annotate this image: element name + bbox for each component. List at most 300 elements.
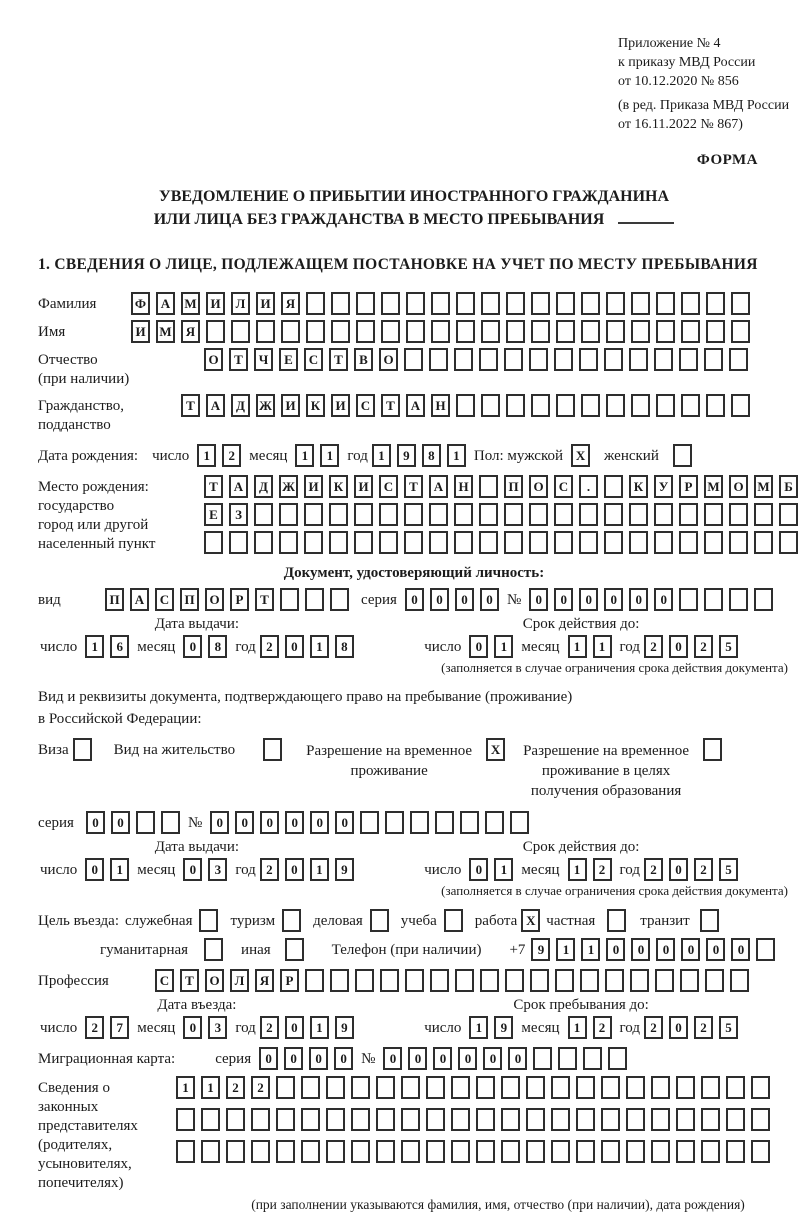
char-cell[interactable] <box>479 531 498 554</box>
char-cell[interactable] <box>454 348 473 371</box>
char-cell[interactable] <box>529 531 548 554</box>
char-cell[interactable]: 0 <box>259 1047 278 1070</box>
char-cell[interactable]: 1 <box>581 938 600 961</box>
char-cell[interactable]: 0 <box>383 1047 402 1070</box>
char-cell[interactable]: 1 <box>447 444 466 467</box>
temp-residence-checkbox[interactable]: X <box>486 738 505 761</box>
char-cell[interactable] <box>301 1108 320 1131</box>
residence-permit-checkbox[interactable] <box>263 738 282 761</box>
char-cell[interactable]: С <box>304 348 323 371</box>
char-cell[interactable]: 1 <box>110 858 129 881</box>
char-cell[interactable] <box>558 1047 577 1070</box>
purpose-transit-checkbox[interactable] <box>700 909 719 932</box>
char-cell[interactable] <box>504 348 523 371</box>
char-cell[interactable]: И <box>354 475 373 498</box>
char-cell[interactable] <box>326 1108 345 1131</box>
char-cell[interactable]: А <box>156 292 175 315</box>
char-cell[interactable]: 1 <box>494 858 513 881</box>
char-cell[interactable] <box>355 969 374 992</box>
char-cell[interactable] <box>533 1047 552 1070</box>
char-cell[interactable] <box>679 503 698 526</box>
char-cell[interactable]: 1 <box>568 635 587 658</box>
char-cell[interactable] <box>306 320 325 343</box>
char-cell[interactable] <box>679 348 698 371</box>
char-cell[interactable] <box>401 1140 420 1163</box>
char-cell[interactable]: 1 <box>197 444 216 467</box>
char-cell[interactable] <box>331 320 350 343</box>
char-cell[interactable] <box>556 320 575 343</box>
char-cell[interactable]: 2 <box>85 1016 104 1039</box>
char-cell[interactable] <box>304 503 323 526</box>
char-cell[interactable] <box>410 811 429 834</box>
char-cell[interactable]: 0 <box>260 811 279 834</box>
char-cell[interactable] <box>280 588 299 611</box>
sex-male-checkbox[interactable]: X <box>571 444 590 467</box>
char-cell[interactable]: 0 <box>731 938 750 961</box>
char-cell[interactable]: 0 <box>669 858 688 881</box>
char-cell[interactable] <box>229 531 248 554</box>
char-cell[interactable] <box>456 394 475 417</box>
char-cell[interactable]: 0 <box>469 858 488 881</box>
char-cell[interactable]: 0 <box>285 811 304 834</box>
char-cell[interactable]: 6 <box>110 635 129 658</box>
char-cell[interactable]: Р <box>230 588 249 611</box>
char-cell[interactable] <box>601 1140 620 1163</box>
char-cell[interactable] <box>731 320 750 343</box>
char-cell[interactable] <box>604 475 623 498</box>
char-cell[interactable] <box>729 588 748 611</box>
char-cell[interactable] <box>510 811 529 834</box>
char-cell[interactable] <box>580 969 599 992</box>
char-cell[interactable] <box>381 320 400 343</box>
char-cell[interactable] <box>554 348 573 371</box>
char-cell[interactable] <box>579 503 598 526</box>
char-cell[interactable] <box>656 320 675 343</box>
char-cell[interactable] <box>379 503 398 526</box>
char-cell[interactable] <box>576 1108 595 1131</box>
char-cell[interactable]: 1 <box>310 858 329 881</box>
purpose-tourism-checkbox[interactable] <box>282 909 301 932</box>
char-cell[interactable] <box>506 320 525 343</box>
char-cell[interactable]: И <box>331 394 350 417</box>
char-cell[interactable] <box>656 394 675 417</box>
char-cell[interactable]: 0 <box>210 811 229 834</box>
char-cell[interactable]: Я <box>255 969 274 992</box>
char-cell[interactable] <box>456 320 475 343</box>
char-cell[interactable] <box>330 969 349 992</box>
char-cell[interactable] <box>429 503 448 526</box>
char-cell[interactable]: 2 <box>593 1016 612 1039</box>
char-cell[interactable] <box>676 1108 695 1131</box>
char-cell[interactable] <box>676 1076 695 1099</box>
char-cell[interactable] <box>430 969 449 992</box>
char-cell[interactable]: Ф <box>131 292 150 315</box>
char-cell[interactable] <box>435 811 454 834</box>
char-cell[interactable]: 3 <box>208 1016 227 1039</box>
char-cell[interactable] <box>754 531 773 554</box>
char-cell[interactable]: . <box>579 475 598 498</box>
char-cell[interactable]: 0 <box>183 858 202 881</box>
char-cell[interactable] <box>276 1076 295 1099</box>
char-cell[interactable] <box>581 320 600 343</box>
char-cell[interactable] <box>506 292 525 315</box>
char-cell[interactable] <box>654 348 673 371</box>
char-cell[interactable] <box>404 348 423 371</box>
char-cell[interactable]: М <box>704 475 723 498</box>
char-cell[interactable]: 0 <box>480 588 499 611</box>
char-cell[interactable]: О <box>529 475 548 498</box>
char-cell[interactable]: А <box>130 588 149 611</box>
char-cell[interactable] <box>526 1076 545 1099</box>
char-cell[interactable] <box>751 1108 770 1131</box>
char-cell[interactable] <box>431 292 450 315</box>
char-cell[interactable] <box>226 1108 245 1131</box>
char-cell[interactable] <box>629 348 648 371</box>
char-cell[interactable] <box>706 394 725 417</box>
char-cell[interactable]: 9 <box>397 444 416 467</box>
char-cell[interactable]: 0 <box>284 1047 303 1070</box>
char-cell[interactable] <box>679 588 698 611</box>
char-cell[interactable]: 2 <box>222 444 241 467</box>
char-cell[interactable] <box>451 1076 470 1099</box>
char-cell[interactable] <box>426 1140 445 1163</box>
char-cell[interactable] <box>554 531 573 554</box>
char-cell[interactable]: 1 <box>494 635 513 658</box>
char-cell[interactable] <box>631 394 650 417</box>
char-cell[interactable] <box>479 348 498 371</box>
char-cell[interactable] <box>376 1108 395 1131</box>
char-cell[interactable] <box>606 292 625 315</box>
char-cell[interactable] <box>354 503 373 526</box>
char-cell[interactable] <box>551 1076 570 1099</box>
char-cell[interactable]: 0 <box>631 938 650 961</box>
char-cell[interactable] <box>451 1108 470 1131</box>
char-cell[interactable]: 0 <box>183 1016 202 1039</box>
char-cell[interactable]: 0 <box>111 811 130 834</box>
char-cell[interactable] <box>304 531 323 554</box>
char-cell[interactable]: С <box>379 475 398 498</box>
char-cell[interactable] <box>756 938 775 961</box>
char-cell[interactable] <box>704 588 723 611</box>
char-cell[interactable] <box>681 394 700 417</box>
char-cell[interactable]: 0 <box>458 1047 477 1070</box>
char-cell[interactable]: 0 <box>405 588 424 611</box>
char-cell[interactable]: 2 <box>226 1076 245 1099</box>
char-cell[interactable] <box>161 811 180 834</box>
char-cell[interactable] <box>429 531 448 554</box>
char-cell[interactable]: С <box>356 394 375 417</box>
char-cell[interactable]: А <box>229 475 248 498</box>
char-cell[interactable] <box>729 348 748 371</box>
char-cell[interactable] <box>631 320 650 343</box>
char-cell[interactable]: 5 <box>719 635 738 658</box>
char-cell[interactable]: 0 <box>669 1016 688 1039</box>
char-cell[interactable]: 8 <box>335 635 354 658</box>
char-cell[interactable]: 1 <box>201 1076 220 1099</box>
char-cell[interactable] <box>404 503 423 526</box>
char-cell[interactable] <box>754 503 773 526</box>
char-cell[interactable] <box>254 503 273 526</box>
char-cell[interactable] <box>431 320 450 343</box>
char-cell[interactable] <box>504 503 523 526</box>
char-cell[interactable]: Р <box>280 969 299 992</box>
char-cell[interactable] <box>576 1140 595 1163</box>
purpose-other-checkbox[interactable] <box>285 938 304 961</box>
char-cell[interactable] <box>306 292 325 315</box>
char-cell[interactable]: 0 <box>469 635 488 658</box>
char-cell[interactable] <box>279 503 298 526</box>
char-cell[interactable]: 2 <box>694 635 713 658</box>
char-cell[interactable] <box>651 1140 670 1163</box>
char-cell[interactable] <box>176 1140 195 1163</box>
char-cell[interactable]: 3 <box>208 858 227 881</box>
char-cell[interactable] <box>404 531 423 554</box>
char-cell[interactable] <box>551 1140 570 1163</box>
char-cell[interactable]: 1 <box>85 635 104 658</box>
char-cell[interactable] <box>701 1140 720 1163</box>
char-cell[interactable]: 2 <box>694 1016 713 1039</box>
char-cell[interactable]: Е <box>279 348 298 371</box>
char-cell[interactable]: 0 <box>629 588 648 611</box>
char-cell[interactable]: М <box>156 320 175 343</box>
char-cell[interactable] <box>751 1140 770 1163</box>
char-cell[interactable]: Т <box>181 394 200 417</box>
char-cell[interactable]: Е <box>204 503 223 526</box>
char-cell[interactable] <box>779 531 798 554</box>
char-cell[interactable] <box>626 1140 645 1163</box>
char-cell[interactable]: 0 <box>285 1016 304 1039</box>
char-cell[interactable] <box>581 292 600 315</box>
char-cell[interactable]: 1 <box>176 1076 195 1099</box>
char-cell[interactable]: О <box>379 348 398 371</box>
char-cell[interactable] <box>626 1076 645 1099</box>
char-cell[interactable]: 0 <box>433 1047 452 1070</box>
char-cell[interactable] <box>751 1076 770 1099</box>
purpose-study-checkbox[interactable] <box>444 909 463 932</box>
char-cell[interactable]: И <box>256 292 275 315</box>
char-cell[interactable]: 2 <box>694 858 713 881</box>
char-cell[interactable] <box>630 969 649 992</box>
char-cell[interactable]: 0 <box>529 588 548 611</box>
char-cell[interactable] <box>531 394 550 417</box>
char-cell[interactable] <box>654 503 673 526</box>
char-cell[interactable] <box>231 320 250 343</box>
char-cell[interactable]: Ч <box>254 348 273 371</box>
char-cell[interactable]: К <box>629 475 648 498</box>
char-cell[interactable]: 9 <box>335 1016 354 1039</box>
char-cell[interactable]: Н <box>454 475 473 498</box>
purpose-official-checkbox[interactable] <box>199 909 218 932</box>
char-cell[interactable] <box>701 1108 720 1131</box>
blank-underline[interactable] <box>618 210 674 224</box>
char-cell[interactable] <box>629 503 648 526</box>
char-cell[interactable] <box>704 531 723 554</box>
purpose-work-checkbox[interactable]: X <box>521 909 540 932</box>
char-cell[interactable] <box>504 531 523 554</box>
char-cell[interactable] <box>401 1108 420 1131</box>
char-cell[interactable] <box>531 292 550 315</box>
char-cell[interactable] <box>330 588 349 611</box>
char-cell[interactable] <box>655 969 674 992</box>
char-cell[interactable]: 1 <box>568 1016 587 1039</box>
char-cell[interactable]: О <box>205 969 224 992</box>
char-cell[interactable]: 1 <box>310 1016 329 1039</box>
char-cell[interactable]: 0 <box>669 635 688 658</box>
char-cell[interactable] <box>201 1108 220 1131</box>
char-cell[interactable] <box>451 1140 470 1163</box>
char-cell[interactable]: 0 <box>706 938 725 961</box>
char-cell[interactable]: 7 <box>110 1016 129 1039</box>
char-cell[interactable] <box>279 531 298 554</box>
char-cell[interactable]: К <box>306 394 325 417</box>
char-cell[interactable] <box>351 1108 370 1131</box>
char-cell[interactable]: У <box>654 475 673 498</box>
char-cell[interactable] <box>381 292 400 315</box>
char-cell[interactable] <box>376 1076 395 1099</box>
char-cell[interactable] <box>301 1140 320 1163</box>
char-cell[interactable]: 2 <box>644 858 663 881</box>
char-cell[interactable]: Т <box>255 588 274 611</box>
char-cell[interactable] <box>329 531 348 554</box>
char-cell[interactable] <box>276 1108 295 1131</box>
char-cell[interactable] <box>456 292 475 315</box>
char-cell[interactable]: 2 <box>260 635 279 658</box>
char-cell[interactable] <box>681 292 700 315</box>
char-cell[interactable] <box>476 1076 495 1099</box>
char-cell[interactable]: П <box>504 475 523 498</box>
char-cell[interactable]: 1 <box>568 858 587 881</box>
char-cell[interactable] <box>481 292 500 315</box>
char-cell[interactable]: 0 <box>579 588 598 611</box>
edu-residence-checkbox[interactable] <box>703 738 722 761</box>
char-cell[interactable]: 0 <box>235 811 254 834</box>
char-cell[interactable] <box>251 1108 270 1131</box>
char-cell[interactable] <box>729 503 748 526</box>
char-cell[interactable] <box>281 320 300 343</box>
char-cell[interactable]: А <box>406 394 425 417</box>
char-cell[interactable] <box>406 292 425 315</box>
char-cell[interactable]: 5 <box>719 1016 738 1039</box>
char-cell[interactable] <box>481 394 500 417</box>
char-cell[interactable] <box>331 292 350 315</box>
char-cell[interactable]: О <box>205 588 224 611</box>
char-cell[interactable] <box>551 1108 570 1131</box>
char-cell[interactable] <box>656 292 675 315</box>
char-cell[interactable]: Л <box>230 969 249 992</box>
char-cell[interactable] <box>604 348 623 371</box>
char-cell[interactable] <box>629 531 648 554</box>
char-cell[interactable] <box>426 1076 445 1099</box>
char-cell[interactable] <box>480 969 499 992</box>
char-cell[interactable] <box>676 1140 695 1163</box>
char-cell[interactable] <box>455 969 474 992</box>
char-cell[interactable] <box>405 969 424 992</box>
char-cell[interactable]: 0 <box>85 858 104 881</box>
char-cell[interactable]: 5 <box>719 858 738 881</box>
char-cell[interactable]: 0 <box>183 635 202 658</box>
char-cell[interactable]: С <box>155 969 174 992</box>
char-cell[interactable]: 0 <box>455 588 474 611</box>
char-cell[interactable]: 0 <box>654 588 673 611</box>
char-cell[interactable] <box>583 1047 602 1070</box>
char-cell[interactable] <box>254 531 273 554</box>
char-cell[interactable] <box>406 320 425 343</box>
char-cell[interactable] <box>379 531 398 554</box>
char-cell[interactable]: А <box>206 394 225 417</box>
char-cell[interactable]: А <box>429 475 448 498</box>
char-cell[interactable]: 0 <box>430 588 449 611</box>
char-cell[interactable]: Р <box>679 475 698 498</box>
purpose-business-checkbox[interactable] <box>370 909 389 932</box>
char-cell[interactable] <box>779 503 798 526</box>
char-cell[interactable] <box>679 531 698 554</box>
char-cell[interactable]: 0 <box>606 938 625 961</box>
char-cell[interactable] <box>505 969 524 992</box>
char-cell[interactable]: 0 <box>408 1047 427 1070</box>
char-cell[interactable] <box>601 1108 620 1131</box>
char-cell[interactable] <box>579 348 598 371</box>
char-cell[interactable]: Я <box>181 320 200 343</box>
char-cell[interactable] <box>531 320 550 343</box>
char-cell[interactable]: Т <box>229 348 248 371</box>
char-cell[interactable] <box>476 1140 495 1163</box>
char-cell[interactable] <box>204 531 223 554</box>
char-cell[interactable]: 0 <box>86 811 105 834</box>
char-cell[interactable] <box>626 1108 645 1131</box>
char-cell[interactable]: 9 <box>531 938 550 961</box>
char-cell[interactable]: М <box>181 292 200 315</box>
char-cell[interactable] <box>360 811 379 834</box>
char-cell[interactable] <box>581 394 600 417</box>
char-cell[interactable] <box>356 292 375 315</box>
char-cell[interactable] <box>526 1140 545 1163</box>
char-cell[interactable] <box>356 320 375 343</box>
char-cell[interactable]: Т <box>204 475 223 498</box>
char-cell[interactable]: И <box>131 320 150 343</box>
char-cell[interactable] <box>726 1140 745 1163</box>
char-cell[interactable] <box>704 348 723 371</box>
char-cell[interactable]: И <box>206 292 225 315</box>
char-cell[interactable] <box>705 969 724 992</box>
char-cell[interactable]: Н <box>431 394 450 417</box>
char-cell[interactable] <box>731 394 750 417</box>
char-cell[interactable]: 1 <box>556 938 575 961</box>
char-cell[interactable] <box>606 320 625 343</box>
char-cell[interactable]: И <box>281 394 300 417</box>
char-cell[interactable]: С <box>554 475 573 498</box>
char-cell[interactable] <box>556 394 575 417</box>
char-cell[interactable] <box>429 348 448 371</box>
purpose-humanitarian-checkbox[interactable] <box>204 938 223 961</box>
char-cell[interactable]: С <box>155 588 174 611</box>
char-cell[interactable]: Я <box>281 292 300 315</box>
char-cell[interactable] <box>351 1140 370 1163</box>
char-cell[interactable] <box>529 503 548 526</box>
char-cell[interactable] <box>485 811 504 834</box>
char-cell[interactable] <box>176 1108 195 1131</box>
char-cell[interactable]: 0 <box>508 1047 527 1070</box>
char-cell[interactable] <box>479 475 498 498</box>
char-cell[interactable]: 2 <box>644 1016 663 1039</box>
char-cell[interactable]: О <box>204 348 223 371</box>
char-cell[interactable] <box>754 588 773 611</box>
char-cell[interactable] <box>579 531 598 554</box>
char-cell[interactable] <box>526 1108 545 1131</box>
char-cell[interactable] <box>606 394 625 417</box>
char-cell[interactable] <box>604 503 623 526</box>
char-cell[interactable]: 1 <box>372 444 391 467</box>
char-cell[interactable] <box>401 1076 420 1099</box>
